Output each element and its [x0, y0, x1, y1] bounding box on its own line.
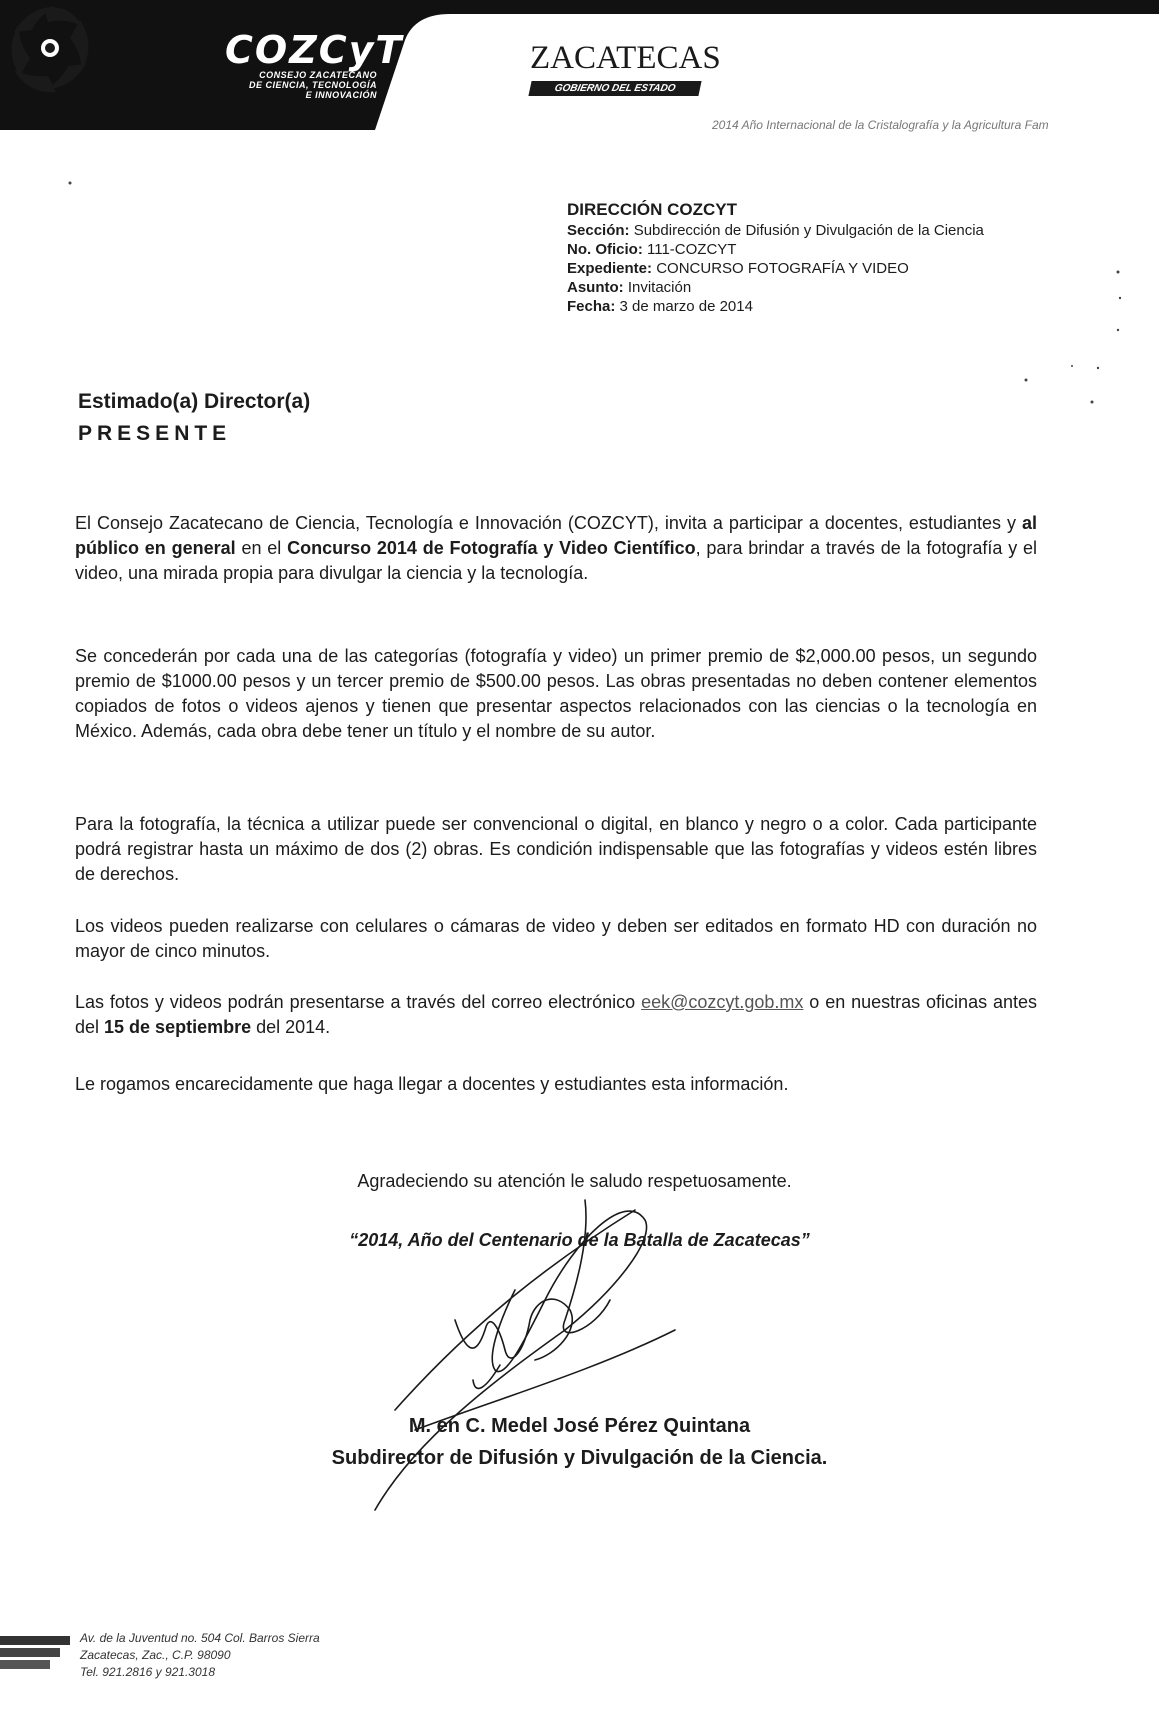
- closing-motto: “2014, Año del Centenario de la Batalla de Zacatecas”: [349, 1230, 810, 1250]
- salutation-presente: PRESENTE: [78, 422, 232, 445]
- p1-text-c: en el: [235, 538, 288, 558]
- header-motto: 2014 Año Internacional de la Cristalografía y la Agricultura Fam: [712, 118, 1049, 132]
- office-number-value: 111-COZCYT: [647, 241, 737, 258]
- org-full-line-3: E INNOVACIÓN: [305, 90, 377, 100]
- p5-text-a: Las fotos y videos podrán presentarse a través del correo electrónico: [75, 992, 642, 1012]
- section-value: Subdirección de Difusión y Divulgación de la Ciencia: [633, 222, 984, 239]
- file-label: Expediente:: [567, 260, 653, 277]
- contact-email-link[interactable]: eek@cozcyt.gob.mx: [641, 992, 804, 1012]
- p5-bold-deadline: 15 de septiembre: [104, 1017, 252, 1037]
- paragraph-photo-technique: Para la fotografía, la técnica a utilizar puede ser convencional o digital, en blanco y negro o a color. Cada participante podrá registrar hasta un máximo de dos (2) obras. Es condición indispensable que las fotografías y videos estén libres de derechos.: [75, 814, 1037, 884]
- paragraph-video-format: Los videos pueden realizarse con celulares o cámaras de video y deben ser editados en formato HD con duración no mayor de cinco minutos.: [75, 916, 1037, 961]
- p1-bold-contest: Concurso 2014 de Fotografía y Video Científico: [287, 538, 696, 558]
- section-label: Sección:: [567, 222, 630, 239]
- signer-role: Subdirector de Difusión y Divulgación de la Ciencia.: [331, 1447, 828, 1469]
- org-full-line-2: DE CIENCIA, TECNOLOGÍA: [248, 80, 377, 90]
- date-value: 3 de marzo de 2014: [619, 298, 753, 315]
- p1-text-e: , para brindar a través de la fotografía y el video, una mirada propia para divulgar la ciencia y la tecnología.: [75, 538, 1037, 583]
- subject-value: Invitación: [627, 279, 692, 296]
- subject-label: Asunto:: [567, 279, 624, 296]
- p5-text-c: del 2014.: [251, 1017, 331, 1037]
- org-full-line-1: CONSEJO ZACATECANO: [259, 70, 377, 80]
- closing-farewell: Agradeciendo su atención le saludo respetuosamente.: [357, 1171, 792, 1191]
- paragraph-request: Le rogamos encarecidamente que haga llegar a docentes y estudiantes esta información.: [75, 1074, 789, 1094]
- paragraph-prizes: Se concederán por cada una de las categorías (fotografía y video) un primer premio de $2,000.00 pesos, un segundo premio de $1000.00 pesos y un tercer premio de $500.00 pesos. Las obras presentadas no deben contener elementos copiados de fotos o videos ajenos y tienen que presentar aspectos relacionados con las ciencias o la tecnología en México. Además, cada obra debe tener un título y el nombre de su autor.: [75, 646, 1037, 741]
- salutation: Estimado(a) Director(a): [78, 390, 311, 413]
- state-government-badge: GOBIERNO DEL ESTADO: [528, 81, 701, 96]
- file-value: CONCURSO FOTOGRAFÍA Y VIDEO: [656, 260, 909, 277]
- date-label: Fecha:: [567, 298, 616, 315]
- reference-title: DIRECCIÓN COZCYT: [567, 200, 737, 219]
- p1-text-a: El Consejo Zacatecano de Ciencia, Tecnología e Innovación (COZCYT), invita a participar a docentes, estudiantes y: [75, 513, 1022, 533]
- footer-address-line-2: Zacatecas, Zac., C.P. 98090: [80, 1648, 231, 1662]
- state-name: ZACATECAS: [530, 40, 721, 76]
- footer-phone: Tel. 921.2816 y 921.3018: [80, 1665, 216, 1679]
- p1-bold-public: al público en general: [75, 513, 1037, 558]
- org-acronym: COZCyT: [225, 28, 404, 72]
- footer-address-line-1: Av. de la Juventud no. 504 Col. Barros Sierra: [80, 1631, 320, 1645]
- office-number-label: No. Oficio:: [567, 241, 643, 258]
- signer-name: M. en C. Medel José Pérez Quintana: [408, 1415, 751, 1437]
- p5-text-b: o en nuestras oficinas antes del: [75, 992, 1037, 1037]
